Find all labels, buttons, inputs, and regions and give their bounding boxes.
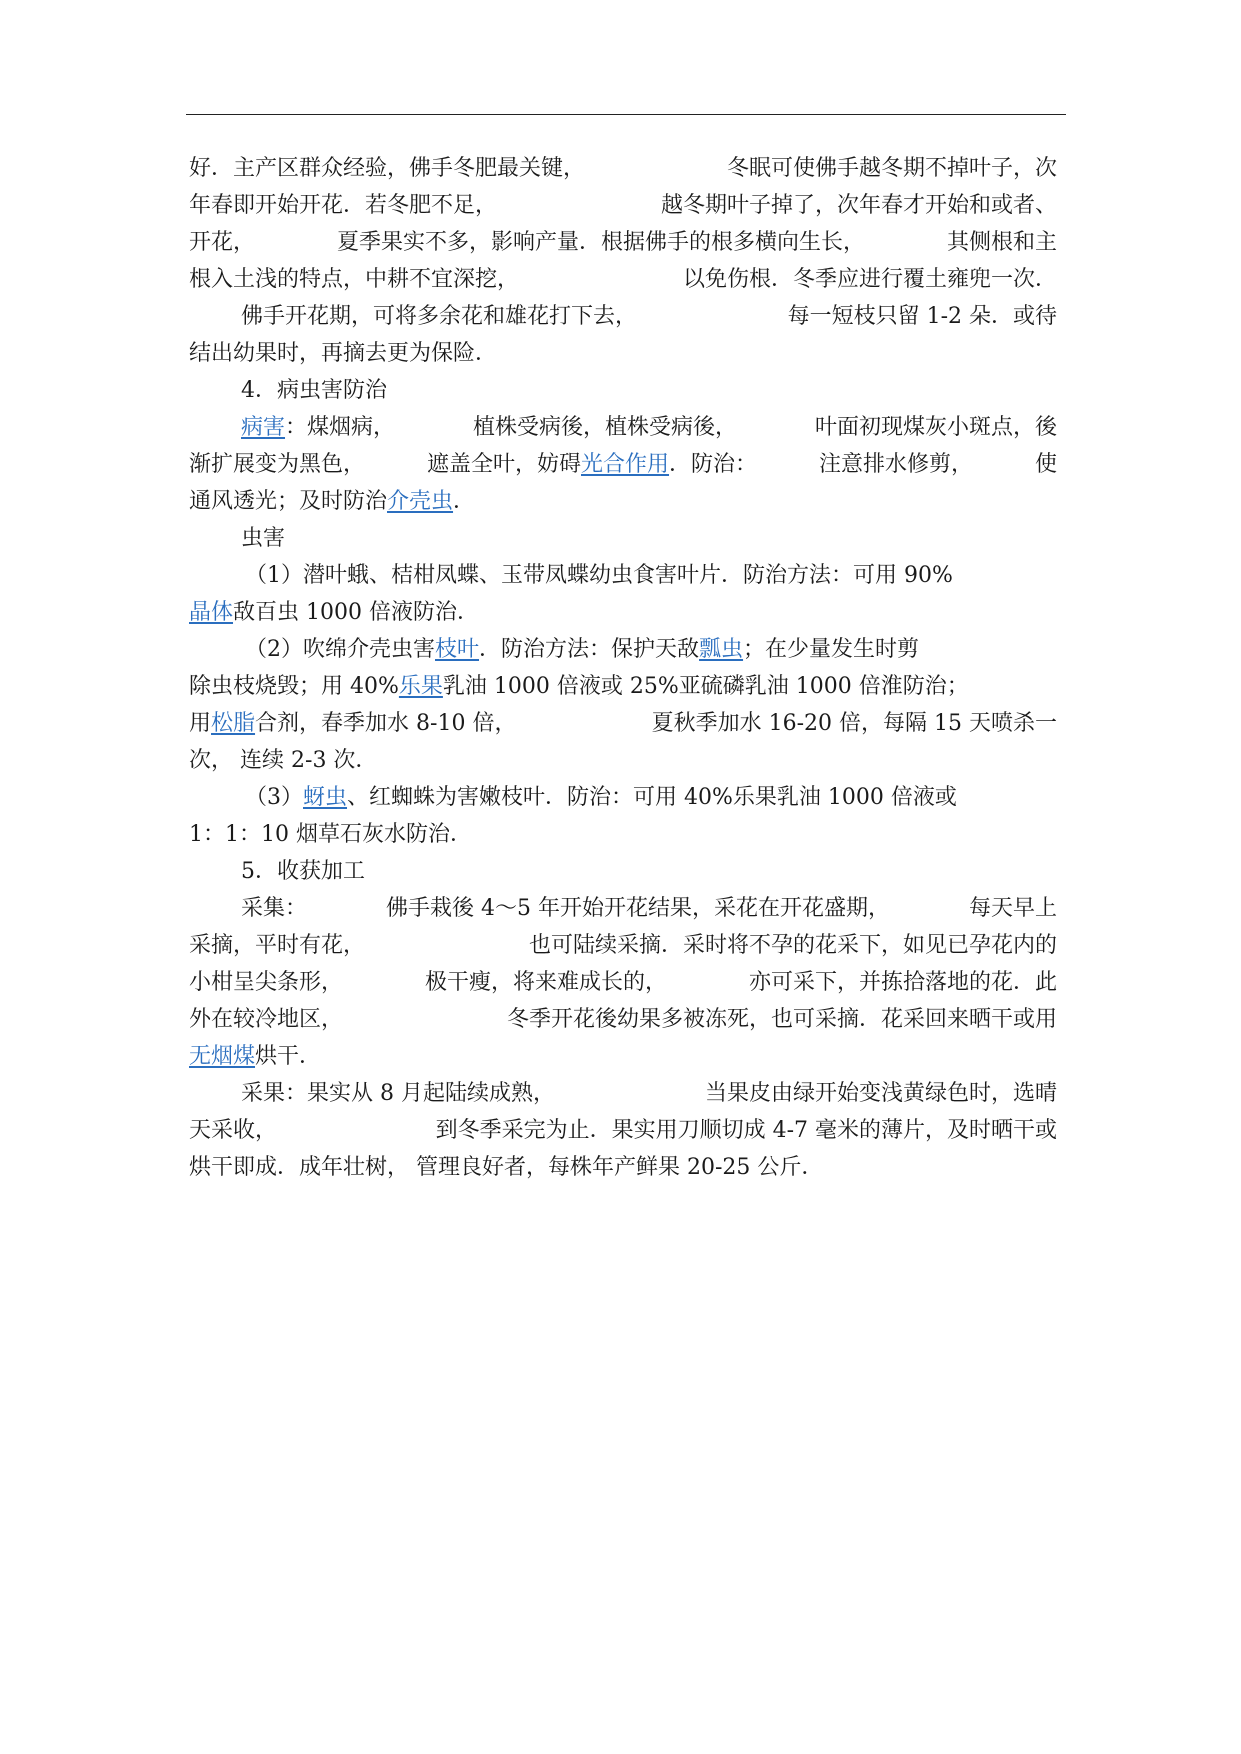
- text-line: [189, 927, 1057, 964]
- text-line: [189, 1075, 1057, 1112]
- section-heading: [189, 520, 1057, 557]
- text-line: [189, 668, 1057, 705]
- text-run: 遮盖全叶，妨碍: [426, 452, 581, 477]
- text-run: 其侧根和主: [946, 230, 1057, 255]
- text-line: [189, 261, 1057, 298]
- text-run: 到冬季采完为止．果实用刀顺切成 4-7 毫米的薄片，及时晒干或: [435, 1118, 1057, 1143]
- text-line: [189, 150, 1057, 187]
- text-line: [189, 594, 1057, 631]
- link-crystal[interactable]: 晶体: [189, 600, 234, 625]
- text-line: [189, 890, 1057, 927]
- text-line: [189, 557, 1057, 594]
- text-run: ．: [453, 489, 476, 514]
- text-run: 天采收，: [189, 1118, 278, 1143]
- heading-text: 虫害: [241, 526, 286, 551]
- text-run: 好．主产区群众经验，佛手冬肥最关键，: [189, 156, 586, 181]
- text-run: 烘干即成．成年壮树，: [189, 1155, 410, 1180]
- text-run: 亦可采下，并拣拾落地的花．此: [748, 970, 1057, 995]
- text-line: [189, 409, 1057, 446]
- text-line: [189, 1038, 1057, 1075]
- text-run: 佛手开花期，可将多余花和雄花打下去，: [241, 304, 638, 329]
- text-run: 冬眠可使佛手越冬期不掉叶子，次: [726, 156, 1057, 181]
- text-line: [189, 1149, 1057, 1186]
- text-run: 连续 2-3 次．: [240, 748, 378, 773]
- link-scale-insect[interactable]: 介壳虫: [387, 489, 454, 514]
- text-run: 结出幼果时，再摘去更为保险．: [189, 341, 498, 366]
- link-dimethoate[interactable]: 乐果: [398, 674, 443, 699]
- text-run: 夏秋季加水 16-20 倍，每隔 15 天喷杀一: [651, 711, 1057, 736]
- header-rule: [186, 114, 1066, 115]
- text-run: ：煤烟病，: [285, 415, 396, 440]
- text-line: [189, 335, 1057, 372]
- text-run: ．防治方法：保护天敌: [479, 637, 700, 662]
- text-run: 烘干．: [255, 1044, 322, 1069]
- link-branch-leaf[interactable]: 枝叶: [435, 637, 480, 662]
- text-run: 开花，: [189, 230, 256, 255]
- text-run: （3）: [245, 785, 303, 810]
- text-run: ．防治：: [669, 452, 758, 477]
- text-run: 也可陆续采摘．采时将不孕的花采下，如见已孕花内的: [528, 933, 1057, 958]
- text-run: 采集：: [241, 896, 308, 921]
- text-line: [189, 224, 1057, 261]
- text-run: 敌百虫 1000 倍液防治．: [233, 600, 479, 625]
- text-line: [189, 779, 1057, 816]
- text-run: 极干瘦，将来难成长的，: [424, 970, 667, 995]
- text-run: 次，: [189, 748, 234, 773]
- text-run: 注意排水修剪，: [819, 452, 974, 477]
- text-run: （2）吹绵介壳虫害: [245, 637, 435, 662]
- text-line: [189, 187, 1057, 224]
- text-run: 当果皮由绿开始变浅黄绿色时，选晴: [704, 1081, 1057, 1106]
- text-run: 夏季果实不多，影响产量．根据佛手的根多横向生长，: [336, 230, 865, 255]
- link-rosin[interactable]: 松脂: [211, 711, 256, 736]
- text-run: 通风透光；及时防治: [189, 489, 388, 514]
- text-line: [189, 742, 1057, 779]
- text-run: 使: [1034, 452, 1057, 477]
- link-disease[interactable]: 病害: [241, 415, 286, 440]
- text-line: [189, 446, 1057, 483]
- text-line: [189, 1001, 1057, 1038]
- text-run: 采摘，平时有花，: [189, 933, 366, 958]
- text-run: 除虫枝烧毁；用 40%: [189, 674, 399, 699]
- text-run: （1）潜叶蛾、桔柑凤蝶、玉带凤蝶幼虫食害叶片．防治方法：可用 90%: [245, 563, 953, 588]
- text-line: [189, 631, 1057, 668]
- text-line: [189, 964, 1057, 1001]
- text-run: ；在少量发生时剪: [743, 637, 920, 662]
- text-run: 1：1：10 烟草石灰水防治．: [189, 822, 472, 847]
- text-line: [189, 483, 1057, 520]
- text-run: 植株受病後，植株受病後，: [473, 415, 738, 440]
- text-run: 冬季开花後幼果多被冻死，也可采摘．花采回来晒干或用: [506, 1007, 1057, 1032]
- text-run: 用: [189, 711, 212, 736]
- document-body: [189, 150, 1057, 1186]
- text-run: 每天早上: [968, 896, 1057, 921]
- section-heading: [189, 372, 1057, 409]
- text-run: 合剂，春季加水 8-10 倍，: [255, 711, 517, 736]
- text-run: 每一短枝只留 1-2 朵．或待: [787, 304, 1057, 329]
- text-line: [189, 816, 1057, 853]
- text-line: [189, 298, 1057, 335]
- text-run: 渐扩展变为黑色，: [189, 452, 366, 477]
- text-line: [189, 1112, 1057, 1149]
- text-run: 叶面初现煤灰小斑点，後: [814, 415, 1057, 440]
- section-heading: [189, 853, 1057, 890]
- text-run: 根入土浅的特点，中耕不宜深挖，: [189, 267, 520, 292]
- text-run: 管理良好者，每株年产鲜果 20-25 公斤．: [416, 1155, 824, 1180]
- text-run: 年春即开始开花．若冬肥不足，: [189, 193, 498, 218]
- heading-text: 4．病虫害防治: [241, 378, 387, 403]
- heading-text: 5．收获加工: [241, 859, 365, 884]
- link-photosynthesis[interactable]: 光合作用: [581, 452, 670, 477]
- text-run: 外在较冷地区，: [189, 1007, 344, 1032]
- text-run: 采果：果实从 8 月起陆续成熟，: [241, 1081, 555, 1106]
- link-anthracite[interactable]: 无烟煤: [189, 1044, 256, 1069]
- text-run: 以免伤根．冬季应进行覆土雍兜一次．: [682, 267, 1057, 292]
- text-run: 佛手栽後 4～5 年开始开花结果，采花在开花盛期，: [386, 896, 890, 921]
- text-run: 、红蜘蛛为害嫩枝叶．防治：可用 40%乐果乳油 1000 倍液或: [347, 785, 957, 810]
- text-line: [189, 705, 1057, 742]
- text-run: 越冬期叶子掉了，次年春才开始和或者、: [660, 193, 1057, 218]
- link-aphid[interactable]: 蚜虫: [303, 785, 348, 810]
- text-run: 乳油 1000 倍液或 25%亚硫磷乳油 1000 倍淮防治；: [442, 674, 969, 699]
- text-run: 小柑呈尖条形，: [189, 970, 344, 995]
- link-ladybug[interactable]: 瓢虫: [699, 637, 744, 662]
